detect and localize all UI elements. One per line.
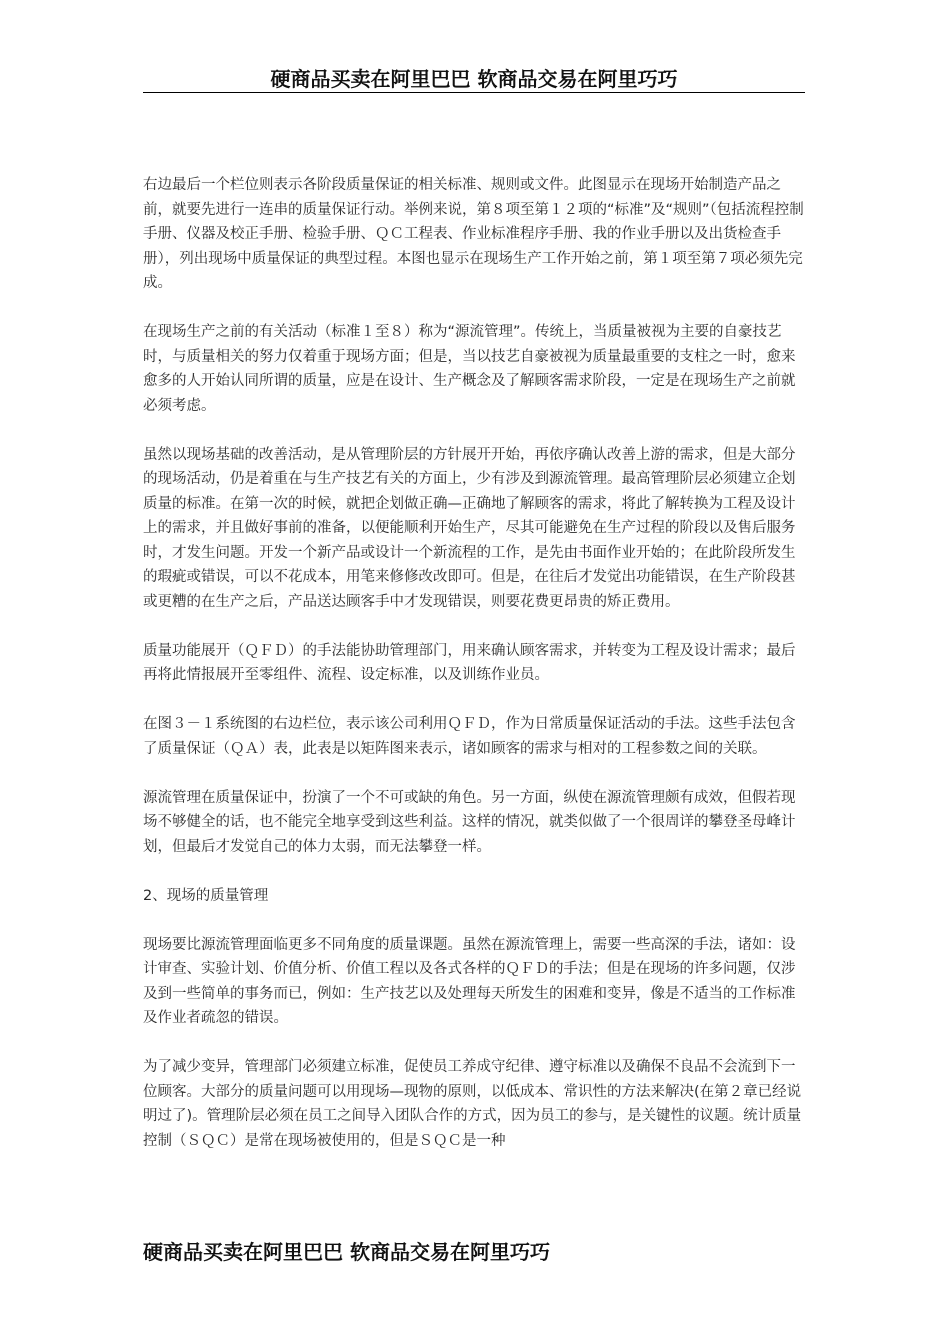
paragraph-qfd-intro: 质量功能展开（ＱＦＤ）的手法能协助管理部门，用来确认顾客需求，并转变为工程及设计需求；最后再将此情报展开至零组件、流程、设定标准，以及训练作业员。: [143, 642, 796, 683]
header-divider: [143, 92, 805, 93]
paragraph-reduce-variation: 为了减少变异，管理部门必须建立标准，促使员工养成守纪律、遵守标准以及确保不良品不会流到下一位顾客。大部分的质量问题可以用现场—现物的原则，以低成本、常识性的方法来解决(在第２章已经说明过了)。管理阶层必须在员工之间导入团队合作的方式，因为员工的参与，是关键性的议题。统计质量控制（ＳＱＣ）是常在现场被使用的，但是ＳＱＣ是一种: [143, 1059, 802, 1149]
paragraph-quality-standards: 右边最后一个栏位则表示各阶段质量保证的相关标准、规则或文件。此图显示在现场开始制造产品之前，就要先进行一连串的质量保证行动。举例来说，第８项至第１２项的“标准”及“规则”（包括流程控制手册、仪器及校正手册、检验手册、ＱＣ工程表、作业标准程序手册、我的作业手册以及出货检查手册），列出现场中质量保证的典型过程。本图也显示在现场生产工作开始之前，第１项至第７项必须先完成。: [143, 177, 804, 291]
paragraph-upstream-needs: 虽然以现场基础的改善活动，是从管理阶层的方针展开开始，再依序确认改善上游的需求，但是大部分的现场活动，仍是着重在与生产技艺有关的方面上，少有涉及到源流管理。最高管理阶层必须建立企划质量的标准。在第一次的时候，就把企划做正确—正确地了解顾客的需求，将此了解转换为工程及设计上的需求，并且做好事前的准备，以便能顺利开始生产，尽其可能避免在生产过程的阶段以及售后服务时，才发生问题。开发一个新产品或设计一个新流程的工作，是先由书面作业开始的；在此阶段所发生的瑕疵或错误，可以不花成本，用笔来修修改改即可。但是，在往后才发觉出功能错误，在生产阶段甚或更糟的在生产之后，产品送达顾客手中才发现错误，则要花费更昂贵的矫正费用。: [143, 446, 796, 610]
page-header-title: 硬商品买卖在阿里巴巴 软商品交易在阿里巧巧: [270, 67, 678, 91]
page-footer-title: 硬商品买卖在阿里巴巴 软商品交易在阿里巧巧: [143, 1240, 550, 1264]
paragraph-gemba-issues: 现场要比源流管理面临更多不同角度的质量课题。虽然在源流管理上，需要一些高深的手法，诸如：设计审查、实验计划、价值分析、价值工程以及各式各样的ＱＦＤ的手法；但是在现场的许多问题，仅涉及到一些简单的事务而已，例如：生产技艺以及处理每天所发生的困难和变异，像是不适当的工作标准及作业者疏忽的错误。: [143, 936, 796, 1026]
paragraph-source-management: 在现场生产之前的有关活动（标准１至８）称为“源流管理”。传统上，当质量被视为主要的自豪技艺时，与质量相关的努力仅着重于现场方面；但是，当以技艺自豪被视为质量最重要的支柱之一时，愈来愈多的人开始认同所谓的质量，应是在设计、生产概念及了解顾客需求阶段，一定是在现场生产之前就必须考虑。: [143, 324, 796, 414]
paragraph-qfd-figure: 在图３－１系统图的右边栏位，表示该公司利用ＱＦＤ，作为日常质量保证活动的手法。这些手法包含了质量保证（ＱＡ）表，此表是以矩阵图来表示，诸如顾客的需求与相对的工程参数之间的关联。: [143, 716, 796, 757]
document-body: [143, 173, 809, 1178]
section-heading-gemba-quality: 2、现场的质量管理: [143, 887, 269, 904]
paragraph-source-role: 源流管理在质量保证中，扮演了一个不可或缺的角色。另一方面，纵使在源流管理颇有成效，但假若现场不够健全的话，也不能完全地享受到这些利益。这样的情况，就类似做了一个很周详的攀登圣母峰计划，但最后才发觉自己的体力太弱，而无法攀登一样。: [143, 789, 796, 855]
